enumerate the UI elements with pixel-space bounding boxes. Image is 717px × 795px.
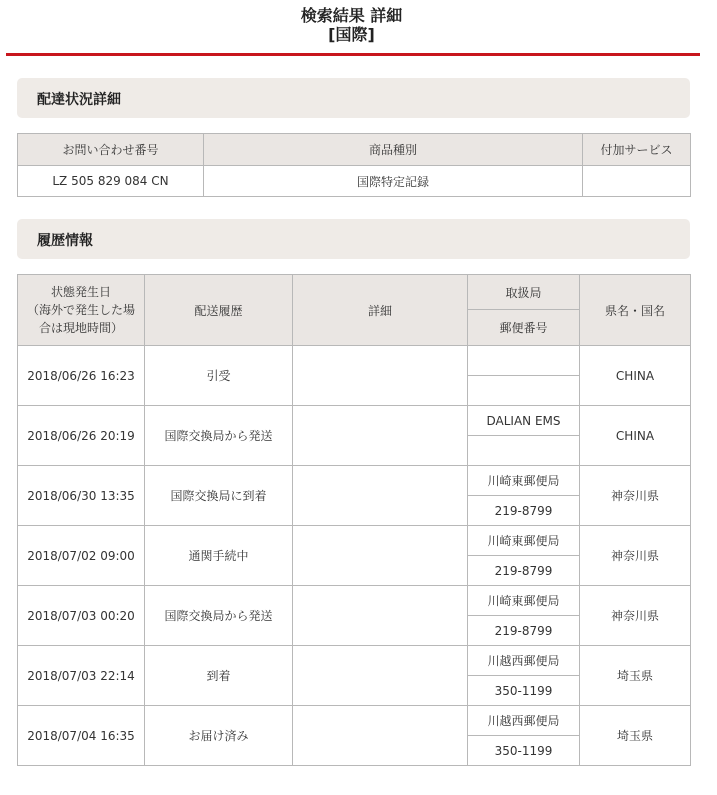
tracking-number: LZ 505 829 084 CN [18,166,204,197]
extra-service [583,166,691,197]
history-section-header [17,219,690,259]
event-date: 2018/06/26 16:23 [18,346,145,406]
event-office [468,346,580,376]
event-date: 2018/07/03 22:14 [18,646,145,706]
event-region: 埼玉県 [580,706,691,766]
event-office: 川越西郵便局 [468,706,580,736]
event-region: 神奈川県 [580,526,691,586]
history-section-title: 履歴情報 [37,233,93,249]
event-detail [293,466,468,526]
history-table [17,274,691,766]
event-postal: 350-1199 [468,736,580,766]
history-row [18,526,691,556]
event-status: お届け済み [145,706,293,766]
event-office: 川崎東郵便局 [468,466,580,496]
event-region: 埼玉県 [580,646,691,706]
history-row [18,586,691,616]
summary-row [18,166,691,197]
event-region: 神奈川県 [580,466,691,526]
col-office: 取扱局 [468,275,580,310]
event-postal [468,436,580,466]
event-detail [293,526,468,586]
col-product-type: 商品種別 [204,134,583,166]
col-tracking-number: お問い合わせ番号 [18,134,204,166]
event-postal: 219-8799 [468,556,580,586]
col-extra-service: 付加サービス [583,134,691,166]
event-status: 国際交換局から発送 [145,406,293,466]
status-section-title: 配達状況詳細 [37,92,121,108]
event-postal: 219-8799 [468,616,580,646]
history-row [18,346,691,376]
event-detail [293,706,468,766]
event-region: 神奈川県 [580,586,691,646]
event-office: 川崎東郵便局 [468,526,580,556]
summary-table [17,133,691,197]
event-date: 2018/06/26 20:19 [18,406,145,466]
status-section-header [17,78,690,118]
event-status: 引受 [145,346,293,406]
col-postal: 郵便番号 [468,310,580,346]
col-date [18,275,145,346]
event-postal: 350-1199 [468,676,580,706]
event-detail [293,646,468,706]
col-detail: 詳細 [293,275,468,346]
event-status: 国際交換局に到着 [145,466,293,526]
event-region: CHINA [580,406,691,466]
event-status: 到着 [145,646,293,706]
col-date-label: 状態発生日 （海外で発生した場 合は現地時間） [26,285,135,335]
history-row [18,646,691,676]
event-postal [468,376,580,406]
history-row [18,706,691,736]
event-office: 川越西郵便局 [468,646,580,676]
event-detail [293,406,468,466]
event-office: 川崎東郵便局 [468,586,580,616]
event-postal: 219-8799 [468,496,580,526]
summary-header-row [18,134,691,166]
col-history: 配送履歴 [145,275,293,346]
col-region: 県名・国名 [580,275,691,346]
page-title-sub: [国際] [328,25,375,44]
event-office: DALIAN EMS [468,406,580,436]
event-region: CHINA [580,346,691,406]
page-title [0,6,703,44]
history-header-row [18,275,691,310]
event-date: 2018/07/04 16:35 [18,706,145,766]
accent-divider [6,53,700,56]
history-body [18,346,691,766]
event-status: 通関手続中 [145,526,293,586]
event-date: 2018/06/30 13:35 [18,466,145,526]
event-status: 国際交換局から発送 [145,586,293,646]
event-date: 2018/07/03 00:20 [18,586,145,646]
product-type: 国際特定記録 [204,166,583,197]
history-row [18,466,691,496]
event-detail [293,346,468,406]
history-row [18,406,691,436]
event-date: 2018/07/02 09:00 [18,526,145,586]
page-title-main: 検索結果 詳細 [300,6,403,25]
event-detail [293,586,468,646]
